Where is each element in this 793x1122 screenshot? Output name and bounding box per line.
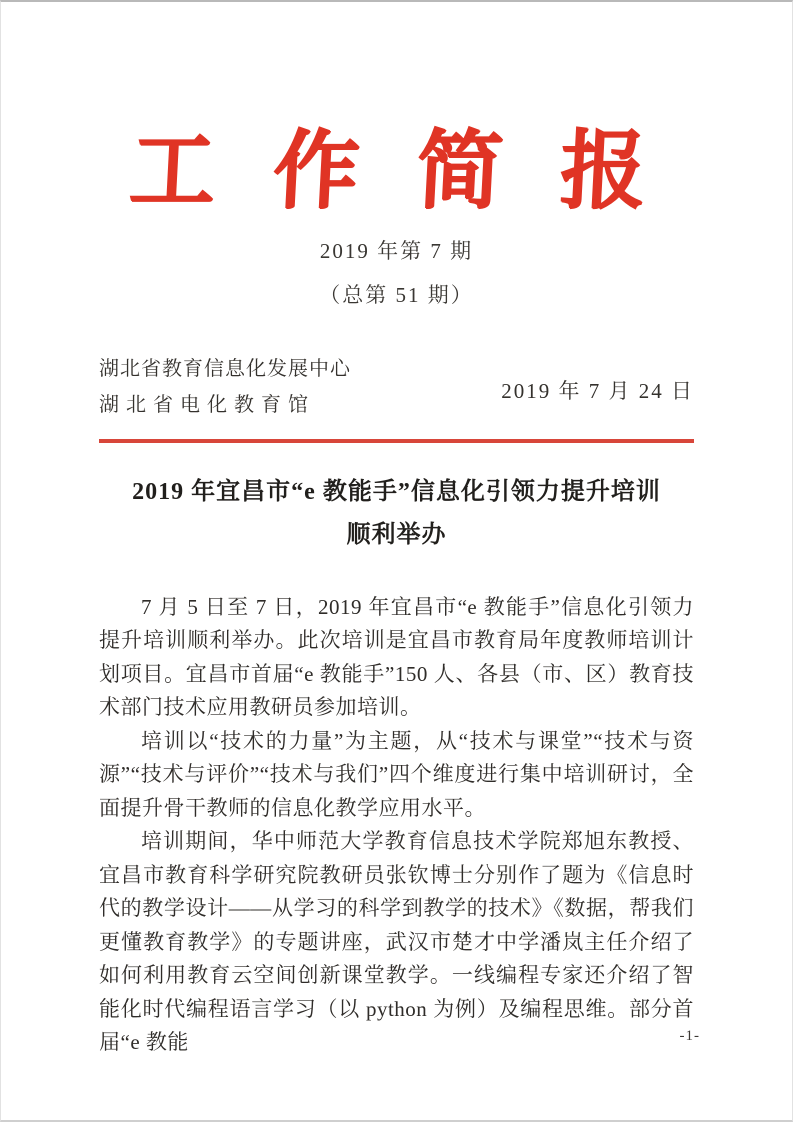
article [99,471,694,1060]
red-divider-rule [99,439,694,443]
article-body [99,591,694,1060]
publisher-orgs [99,351,351,423]
paragraph: 7 月 5 日至 7 日，2019 年宜昌市“e 教能手”信息化引领力提升培训顺利举办。此次培训是宜昌市教育局年度教师培训计划项目。宜昌市首届“e 教能手”150 人、各县（市、区）教育技术部门技术应用教研员参加培训。 [99,594,694,720]
paragraph: 培训以“技术的力量”为主题，从“技术与课堂”“技术与资源”“技术与评价”“技术与我们”四个维度进行集中培训研讨，全面提升骨干教师的信息化教学应用水平。 [99,728,694,820]
issue-total-number: （总第 51 期） [319,282,474,307]
masthead [99,124,694,309]
page-number: -1- [679,1028,700,1044]
publisher-org-1: 湖北省教育信息化发展中心 [99,357,351,380]
issue-number: 2019 年第 7 期 [319,238,474,263]
publisher-row [99,351,694,423]
article-title [99,471,694,557]
article-title-line-1: 2019 年宜昌市“e 教能手”信息化引领力提升培训 [132,478,661,505]
masthead-title: 工 作 简 报 [126,123,667,219]
article-title-line-2: 顺利举办 [346,521,447,548]
publisher-org-2: 湖 北 省 电 化 教 育 馆 [99,393,309,416]
publish-date: 2019 年 7 月 24 日 [501,378,694,403]
paragraph: 培训期间，华中师范大学教育信息技术学院郑旭东教授、宜昌市教育科学研究院教研员张钦博士分别作了题为《信息时代的教学设计——从学习的科学到教学的技术》《数据，帮我们更懂教育教学》的专题讲座，武汉市楚才中学潘岚主任介绍了如何利用教育云空间创新课堂教学。一线编程专家还介绍了智能化时代编程语言学习（以 python 为例）及编程思维。部分首届“e 教能 [99,829,694,1055]
